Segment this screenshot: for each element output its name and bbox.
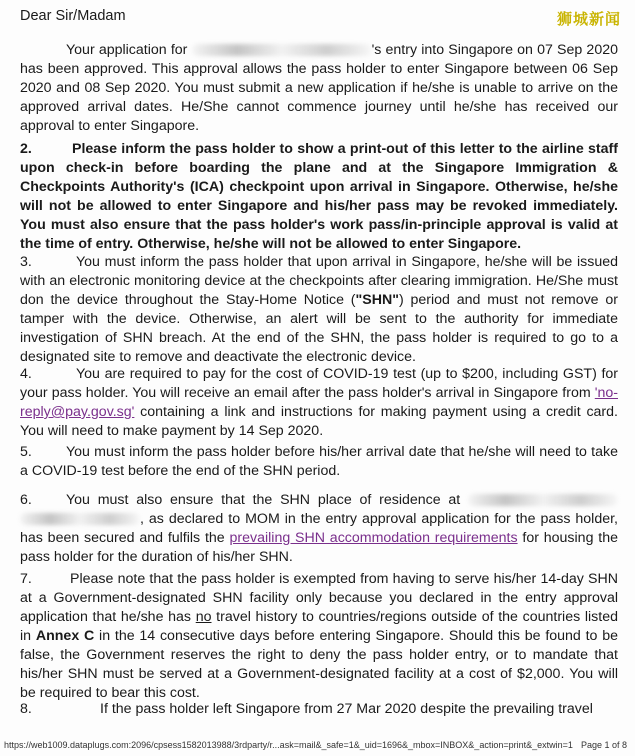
paragraph-5 [20, 443, 618, 481]
paragraph-5-text: You must inform the pass holder before his/her arrival date that he/she will need to take a COVID-19 test before the end of the SHN period. [20, 444, 618, 479]
redacted-address [468, 494, 618, 506]
paragraph-7 [20, 570, 618, 703]
paragraph-3-number: 3. [20, 254, 32, 270]
redacted-name [192, 44, 372, 56]
footer-url: https://web1009.dataplugs.com:2096/cpsess1582013988/3rdparty/r...ask=mail&_safe=1&_uid=1696&_mbox=INBOX&_action=print&_extwin=1 [4, 740, 573, 750]
paragraph-3-text-a: You must inform the pass holder that upon arrival in Singapore, he/she will be issued with an electronic monitoring device at the checkpoints after clearing immigration. He/She must don the device throughout the Stay-Home Notice ( [20, 254, 618, 308]
paragraph-4-text-b: containing a link and instructions for making payment using a credit card. You will need to make payment by 14 Sep 2020. [20, 404, 618, 439]
paragraph-7-text-b: travel history to countries/regions outside of the countries listed in [20, 609, 618, 644]
paragraph-6-number: 6. [20, 492, 32, 508]
paragraph-5-number: 5. [20, 444, 32, 460]
annex-c-term: Annex C [35, 628, 95, 644]
paragraph-1 [20, 41, 618, 136]
footer-page-number: Page 1 of 8 [580, 740, 627, 750]
paragraph-4-number: 4. [20, 366, 32, 382]
paragraph-2-number: 2. [20, 141, 32, 157]
redacted-address-cont [20, 513, 140, 525]
paragraph-6 [20, 491, 618, 567]
paragraph-3-text-b: ) period and must not remove or tamper with the device. Otherwise, an alert will be sent to the authority for immediate investigation of SHN breach. At the end of the SHN, the pass holder is required to go to a designated site to remove and deactivate the electronic device. [20, 292, 618, 365]
payment-email-link[interactable]: 'no-reply@pay.gov.sg' [20, 385, 618, 420]
print-footer [0, 735, 635, 756]
paragraph-8-text: If the pass holder left Singapore from 27 Mar 2020 despite the prevailing travel [100, 701, 593, 717]
paragraph-8 [20, 700, 618, 719]
shn-term: "SHN" [355, 292, 399, 308]
paragraph-7-number: 7. [20, 571, 32, 587]
paragraph-7-text-a: Please note that the pass holder is exempted from having to serve his/her 14-day SHN at a Government-designated SHN facility only because you declared in the entry approval application that he/she has [20, 571, 618, 625]
paragraph-2-text: Please inform the pass holder to show a print-out of this letter to the airline staff upon check-in before boarding the plane and at the Singapore Immigration & Checkpoints Authority's (ICA) checkpoint upon arrival in Singapore. Otherwise, he/she will not be allowed to enter Singapore and his/her pass may be revoked immediately. You must also ensure that the pass holder's work pass/in-principle approval is valid at the time of entry. Otherwise, he/she will not be allowed to enter Singapore. [20, 141, 618, 252]
salutation: Dear Sir/Madam [20, 8, 126, 24]
paragraph-2 [20, 140, 618, 254]
paragraph-6-text-c: for housing the pass holder for the duration of his/her SHN. [20, 530, 618, 565]
paragraph-8-number: 8. [20, 701, 32, 717]
shn-accommodation-link[interactable]: prevailing SHN accommodation requirements [229, 530, 518, 546]
paragraph-7-text-c: in the 14 consecutive days before entering Singapore. Should this be found to be false, the Government reserves the right to deny the pass holder entry, or to mandate that his/her SHN must be served at a Government-designated facility at a cost of $2,000. You will be required to bear this cost. [20, 628, 619, 701]
paragraph-6-text-a: You must also ensure that the SHN place of residence at [66, 492, 468, 508]
watermark-logo: 狮城新闻 [556, 10, 621, 28]
paragraph-6-text-b: , as declared to MOM in the entry approval application for the pass holder, has been secured and fulfils the [20, 511, 618, 546]
paragraph-4 [20, 365, 618, 441]
paragraph-1-text-a: Your application for [66, 42, 192, 58]
paragraph-3 [20, 253, 618, 367]
paragraph-1-text-b: 's entry into Singapore on 07 Sep 2020 has been approved. This approval allows the pass holder to enter Singapore between 06 Sep 2020 and 08 Sep 2020. You must submit a new application if he/she is unable to arrive on the approved arrival dates. He/She cannot commence journey until he/she has received our approval to enter Singapore. [20, 42, 618, 134]
paragraph-4-text-a: You are required to pay for the cost of COVID-19 test (up to $200, including GST) for your pass holder. You will receive an email after the pass holder's arrival in Singapore from [20, 366, 618, 401]
no-underlined: no [195, 609, 212, 625]
